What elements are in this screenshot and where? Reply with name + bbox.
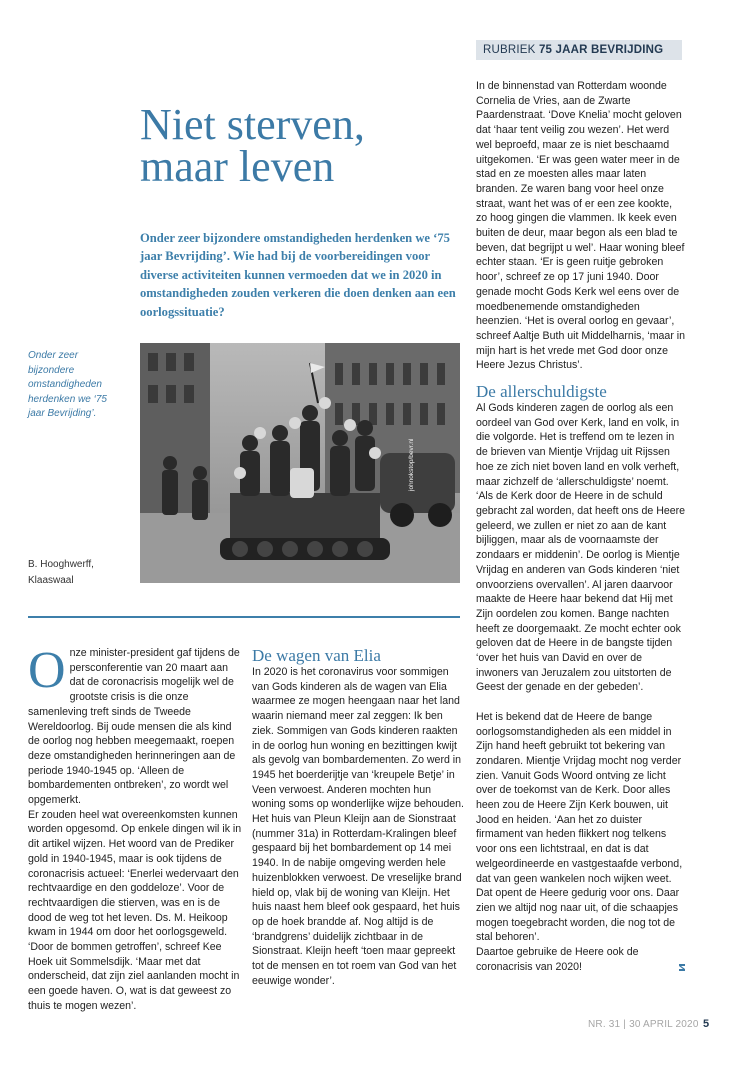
article-column-2 — [252, 646, 467, 988]
author-byline — [28, 557, 128, 588]
photo-caption: Onder zeer bijzondere omstandigheden herdenken we ‘75 jaar Bevrijding’. — [28, 350, 107, 420]
section-label — [476, 40, 682, 60]
drop-cap: O — [28, 642, 66, 699]
page-number: 5 — [703, 1018, 710, 1030]
article-intro: Onder zeer bijzondere omstandigheden herdenken we ‘75 jaar Bevrijding’. Wie had bij de voorbereidingen voor diverse activiteiten kunnen vermoeden dat we in 2020 in omstandigheden zouden verkeren die doen denken aan een oorlogssituatie? — [140, 231, 456, 319]
title-line-1: Niet sterven, — [140, 100, 365, 149]
end-mark-icon — [678, 963, 686, 972]
paragraph-text: nze minister-president gaf tijdens de persconferentie van 20 maart aan dat de coronacrisis mogelijk wel de grootste crisis is die onze samenleving treft sinds de Tweede Wereldoorlog. Bij oude mensen die als kind de oorlog nog hebben meegemaakt, roepen deze omstandigheden herinneringen aan de periode 1940-1945 op. ‘Alleen de bombardementen ontbreken’, zo wordt wel opgemerkt. — [28, 647, 240, 807]
article-paragraph — [476, 945, 686, 974]
article-paragraph: Het is bekend dat de Heere de bange oorlogsomstandigheden als een middel in Zijn hand heeft gebruikt tot bekering van zondaren. Mientje Vrijdag mocht nog verder zien. Vanuit Gods Woord ontving ze licht over de toekomst van de Kerk. Door alles heen zou de Heere Zijn Kerk bouwen, uit Jood en heiden. ‘Aan het zo duister firmament van heden flikkert nog telkens voor ons een lichtstraal, en dat is dat welgeordineerde en vastgestaafde verbond, dat van geen wankelen noch wijken weet. Dat opent de Heere gedurig voor ons. Daar zien we altijd nog naar uit, of die schaapjes mogen toegebracht worden, die nog tot de stal behoren’. — [476, 710, 683, 944]
photo-credit: johnokstop/bevr.nl — [408, 438, 415, 491]
article-paragraph: Er zouden heel wat overeenkomsten kunnen worden opgesomd. Op enkele dingen wil ik in dit artikel wijzen. Het woord van de Prediker gold in 1940-1945, maar is ook tijdens de coronacrisis actueel: ‘Enerlei wedervaart den rechtvaardige en den goddeloze’. Voor de rechtvaardigen die stierven, was en is de dood de weg tot het leven. Ds. M. Heikoop kwam in 1944 om door het oorlogsgeweld. ‘Door de bommen getroffen’, schreef Kee Hoek uit Sommelsdijk. ‘Maar met dat onderscheid, dat zijn ziel aanlanden mocht in een goede haven. O, wat is dat geweest zo thuis te mogen wezen’. — [28, 808, 242, 1012]
author-place: Klaaswaal — [28, 574, 74, 586]
issue-date: NR. 31 | 30 APRIL 2020 — [588, 1019, 699, 1030]
section-divider — [28, 616, 460, 618]
liberation-photo — [140, 343, 460, 583]
author-name: B. Hooghwerff, — [28, 559, 94, 570]
article-paragraph: In de binnenstad van Rotterdam woonde Cornelia de Vries, aan de Zwarte Paardenstraat. ‘Dove Knelia’ mocht geloven dat ‘haar tent veilig zou wezen’. Het werd wel beproefd, maar ze is niet beschaamd uitgekomen. ‘Er was geen water meer in de stad en ze moesten alles maar laten branden. Ze waren bang voor heel onze straat, want het was of er een zee kookte, zo hoog gingen die vlammen. Ik keek even buiten de deur, maar begon als een blad te beven, dat begrijpt u wel’. Haar woning bleef echter staan. ‘Er is geen ruitje gebroken hoor’, schreef ze op 17 juni 1940. Door genade mocht Gods Kerk wel eens over de moedbenemende omstandigheden heenzien. ‘Het is overal oorlog en gevaar’, schreef Aaltje Buth uit Middelharnis, ‘maar in mijn hart is het vrede met God door onze Heere Jezus Christus’. — [476, 80, 686, 372]
article-paragraph: Al Gods kinderen zagen de oorlog als een oordeel van God over Kerk, land en volk, in die volgorde. Het is treffend om te lezen in de brieven van Mientje Vrijdag uit Rijssen hoe ze zich niet boven land en volk verheft, maar zichzelf de ‘allerschuldigste’ noemt. ‘Als de Kerk door de Heere in de schuld gebracht zal worden, dat heeft ons de Heere geleerd, we zullen er niet zo aan de kant bijliggen, maar als de voornaamste der zondaars er middenin’. De oorlog is Mientje Vrijdag en anderen van Gods kinderen ‘niet onvoorziens overvallen’. Al jaren daarvoor maakte de Heere haar bekend dat Hij met Zijn oordelen zou komen. Bange nachten heeft ze doorgemaakt. Ze mocht echter ook geloven dat de Heere in de bangste tijden ‘over het huis van David en over de inwoners van Jeruzalem zou uitstorten de Geest der genade en der gebeden’. — [476, 402, 686, 694]
article-column-1 — [28, 642, 242, 1014]
subheading-wagen-van-elia: De wagen van Elia — [252, 646, 381, 665]
article-paragraph: In 2020 is het coronavirus voor sommigen van Gods kinderen als de wagen van Elia waarmee ze mogen heengaan naar het land waarin niemand meer zal zeggen: Ik ben ziek. Sommigen van Gods kinderen raakten in de oorlog hun woning en bezittingen kwijt als gevolg van bombardementen. Zo werd in 1945 het boerderijtje van ‘kreupele Betje’ in Veen verwoest. Anderen mochten hun woning soms op wonderlijke wijze behouden. Het huis van Pleun Kleijn aan de Sionstraat (nummer 31a) in Rotterdam-Kralingen bleef gespaard bij het bombardement op 14 mei 1940. In de nabije omgeving werden hele huizenblokken verwoest. De vreselijke brand hield op, vlak bij de woning van Kleijn. Het huis naast hem bleef ook gespaard, het huis op de hoek brandde af. Nog altijd is de ‘brandgrens’ duidelijk zichtbaar in de Sionstraat. Kleijn heeft ‘toen maar gepreekt tot de mensen en tot roem van God van het eeuwige wonder’. — [252, 666, 464, 987]
title-line-2: maar leven — [140, 142, 335, 191]
paragraph-text: Daartoe gebruike de Heere ook de coronacrisis van 2020! — [476, 946, 639, 973]
section-title: 75 JAAR BEVRIJDING — [538, 44, 664, 56]
section-prefix: RUBRIEK — [483, 44, 536, 56]
article-paragraph — [28, 642, 242, 808]
subheading-allerschuldigste: De allerschuldigste — [476, 382, 607, 402]
article-title — [140, 100, 470, 191]
article-column-3 — [476, 79, 686, 974]
